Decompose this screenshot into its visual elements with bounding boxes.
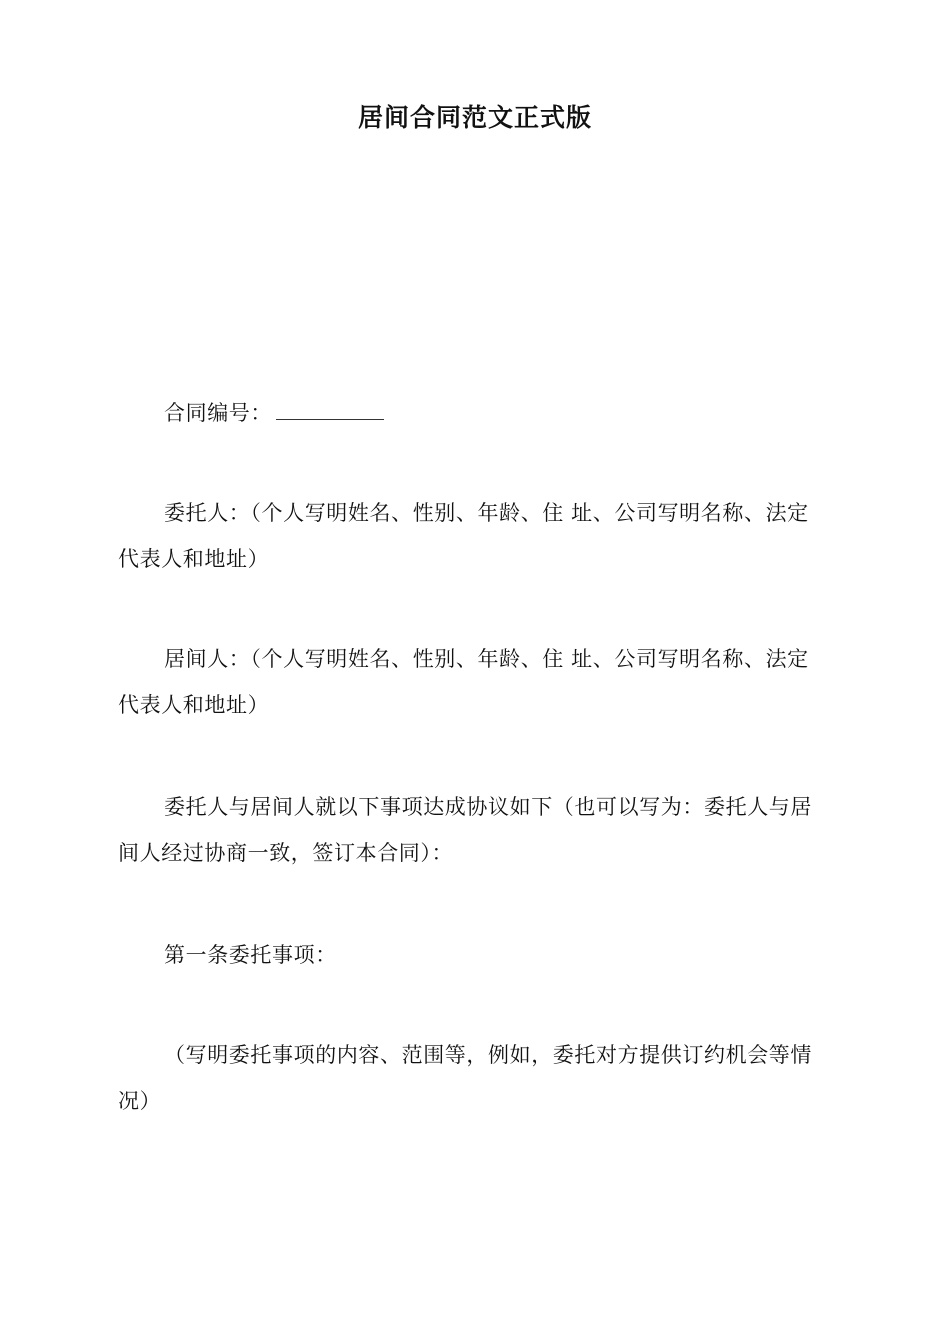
contract-number-label: 合同编号： bbox=[164, 401, 272, 425]
contract-number-blank bbox=[276, 399, 384, 420]
agreement-paragraph: 委托人与居间人就以下事项达成协议如下（也可以写为：委托人与居间人经过协商一致，签订本合同）： bbox=[118, 795, 812, 865]
document-title: 居间合同范文正式版 bbox=[357, 103, 592, 132]
broker-paragraph: 居间人：（个人写明姓名、性别、年龄、住 址、公司写明名称、法定代表人和地址） bbox=[118, 647, 809, 717]
article-1-description: （写明委托事项的内容、范围等，例如，委托对方提供订约机会等情况） bbox=[118, 1043, 812, 1113]
client-paragraph: 委托人：（个人写明姓名、性别、年龄、住 址、公司写明名称、法定代表人和地址） bbox=[118, 501, 809, 571]
contract-number-line bbox=[118, 390, 823, 436]
article-1-heading: 第一条委托事项： bbox=[164, 943, 337, 967]
